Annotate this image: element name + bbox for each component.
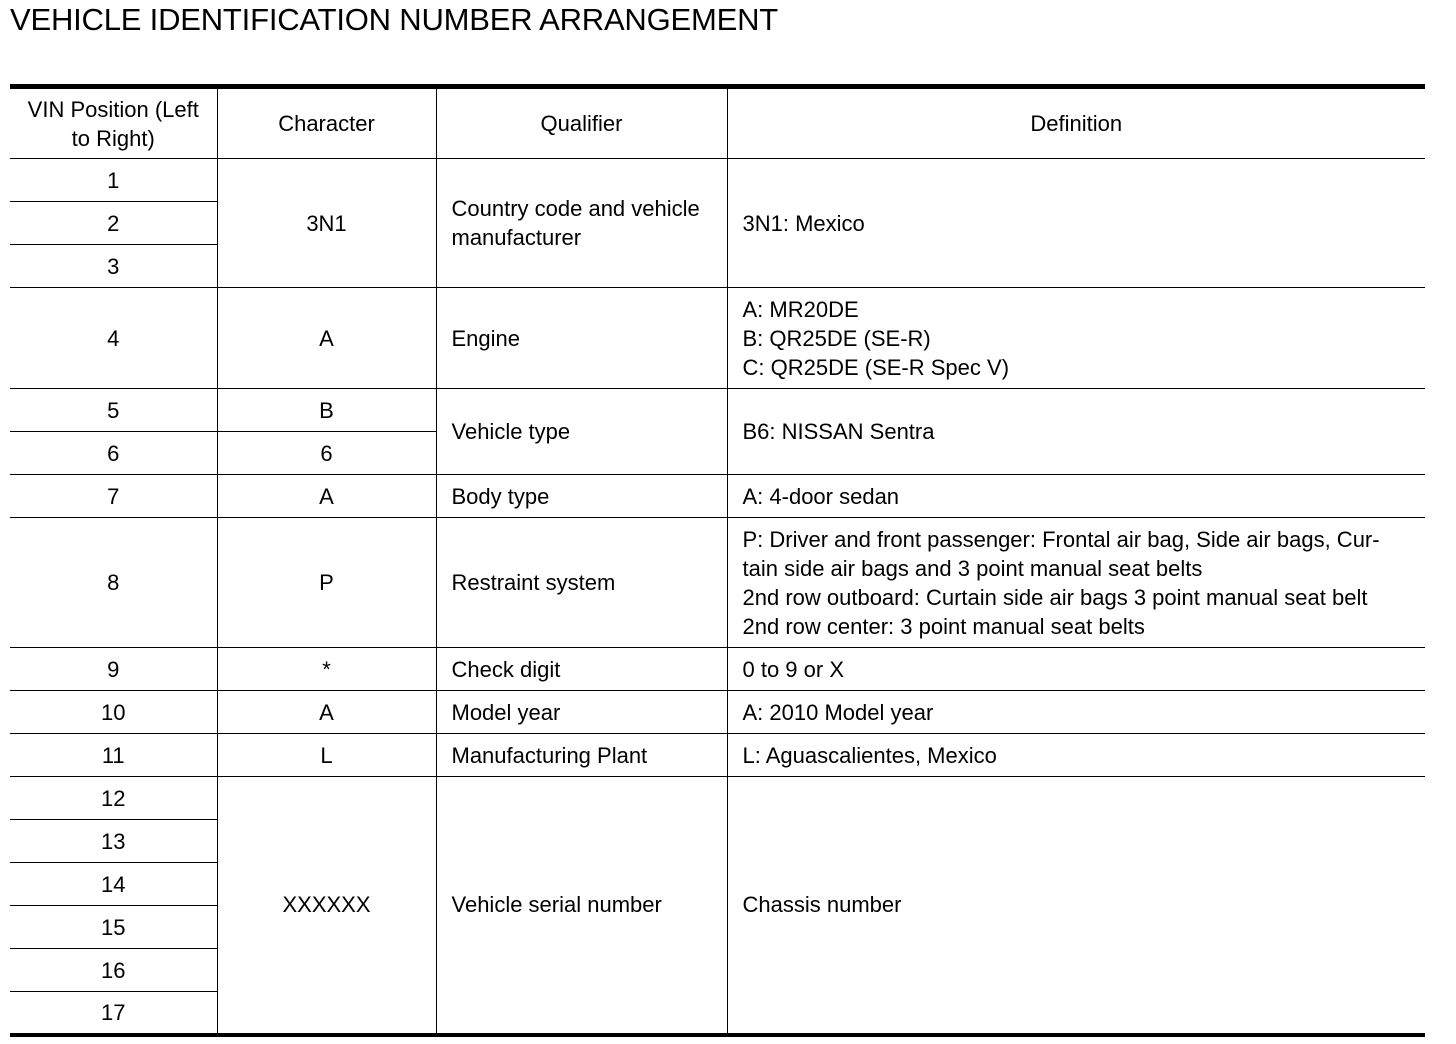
- table-row: [10, 159, 1425, 202]
- qualifier-cell: Vehicle serial number: [436, 777, 727, 1035]
- character-cell: A: [217, 475, 436, 518]
- header-character: Character: [217, 87, 436, 159]
- definition-line: 2nd row outboard: Curtain side air bags 3 point manual seat belt: [742, 584, 1368, 610]
- vin-arrangement-table: [10, 84, 1425, 1037]
- qualifier-cell: Restraint system: [436, 518, 727, 648]
- definition-cell: B6: NISSAN Sentra: [727, 389, 1425, 475]
- definition-line: 2nd row center: 3 point manual seat belts: [742, 613, 1145, 639]
- definition-line: P: Driver and front passenger: Frontal air bag, Side air bags, Cur-: [742, 526, 1380, 552]
- page-title: VEHICLE IDENTIFICATION NUMBER ARRANGEMENT: [10, 2, 779, 37]
- definition-cell: L: Aguascalientes, Mexico: [727, 734, 1425, 777]
- vin-position-cell: 4: [10, 288, 217, 389]
- vin-position-cell: 7: [10, 475, 217, 518]
- table-row: [10, 777, 1425, 820]
- vin-position-cell: 1: [10, 159, 217, 202]
- vin-position-cell: 8: [10, 518, 217, 648]
- character-cell: XXXXXX: [217, 777, 436, 1035]
- definition-cell: 3N1: Mexico: [727, 159, 1425, 288]
- character-cell: 6: [217, 432, 436, 475]
- qualifier-cell: Model year: [436, 691, 727, 734]
- qualifier-cell: Check digit: [436, 648, 727, 691]
- table-row: [10, 288, 1425, 389]
- character-cell: L: [217, 734, 436, 777]
- definition-cell: 0 to 9 or X: [727, 648, 1425, 691]
- definition-line: tain side air bags and 3 point manual seat belts: [742, 555, 1203, 581]
- character-cell: A: [217, 288, 436, 389]
- table-row: [10, 734, 1425, 777]
- vin-position-cell: 17: [10, 992, 217, 1035]
- qualifier-cell: Engine: [436, 288, 727, 389]
- table-header-row: [10, 87, 1425, 159]
- definition-cell: Chassis number: [727, 777, 1425, 1035]
- character-cell: A: [217, 691, 436, 734]
- vin-position-cell: 9: [10, 648, 217, 691]
- qualifier-cell: Vehicle type: [436, 389, 727, 475]
- table-row: [10, 389, 1425, 432]
- vin-position-cell: 2: [10, 202, 217, 245]
- vin-position-cell: 13: [10, 820, 217, 863]
- header-vin-position: VIN Position (Left to Right): [10, 87, 217, 159]
- vin-position-cell: 10: [10, 691, 217, 734]
- definition-cell: A: 4-door sedan: [727, 475, 1425, 518]
- header-qualifier: Qualifier: [436, 87, 727, 159]
- table-row: [10, 475, 1425, 518]
- vin-position-cell: 16: [10, 949, 217, 992]
- vin-position-cell: 5: [10, 389, 217, 432]
- character-cell: B: [217, 389, 436, 432]
- definition-cell: [727, 518, 1425, 648]
- definition-cell: A: 2010 Model year: [727, 691, 1425, 734]
- vin-position-cell: 14: [10, 863, 217, 906]
- table-row: [10, 648, 1425, 691]
- definition-line: B: QR25DE (SE-R): [742, 325, 931, 351]
- vin-position-cell: 6: [10, 432, 217, 475]
- character-cell: 3N1: [217, 159, 436, 288]
- vin-position-cell: 15: [10, 906, 217, 949]
- header-definition: Definition: [727, 87, 1425, 159]
- table-row: [10, 691, 1425, 734]
- vin-position-cell: 11: [10, 734, 217, 777]
- qualifier-cell: Manufacturing Plant: [436, 734, 727, 777]
- vin-position-cell: 3: [10, 245, 217, 288]
- definition-line: C: QR25DE (SE-R Spec V): [742, 354, 1010, 380]
- definition-cell: [727, 288, 1425, 389]
- qualifier-cell: Country code and vehicle manufacturer: [436, 159, 727, 288]
- qualifier-cell: Body type: [436, 475, 727, 518]
- definition-line: A: MR20DE: [742, 296, 859, 322]
- vin-position-cell: 12: [10, 777, 217, 820]
- table-row: [10, 518, 1425, 648]
- character-cell: P: [217, 518, 436, 648]
- character-cell: *: [217, 648, 436, 691]
